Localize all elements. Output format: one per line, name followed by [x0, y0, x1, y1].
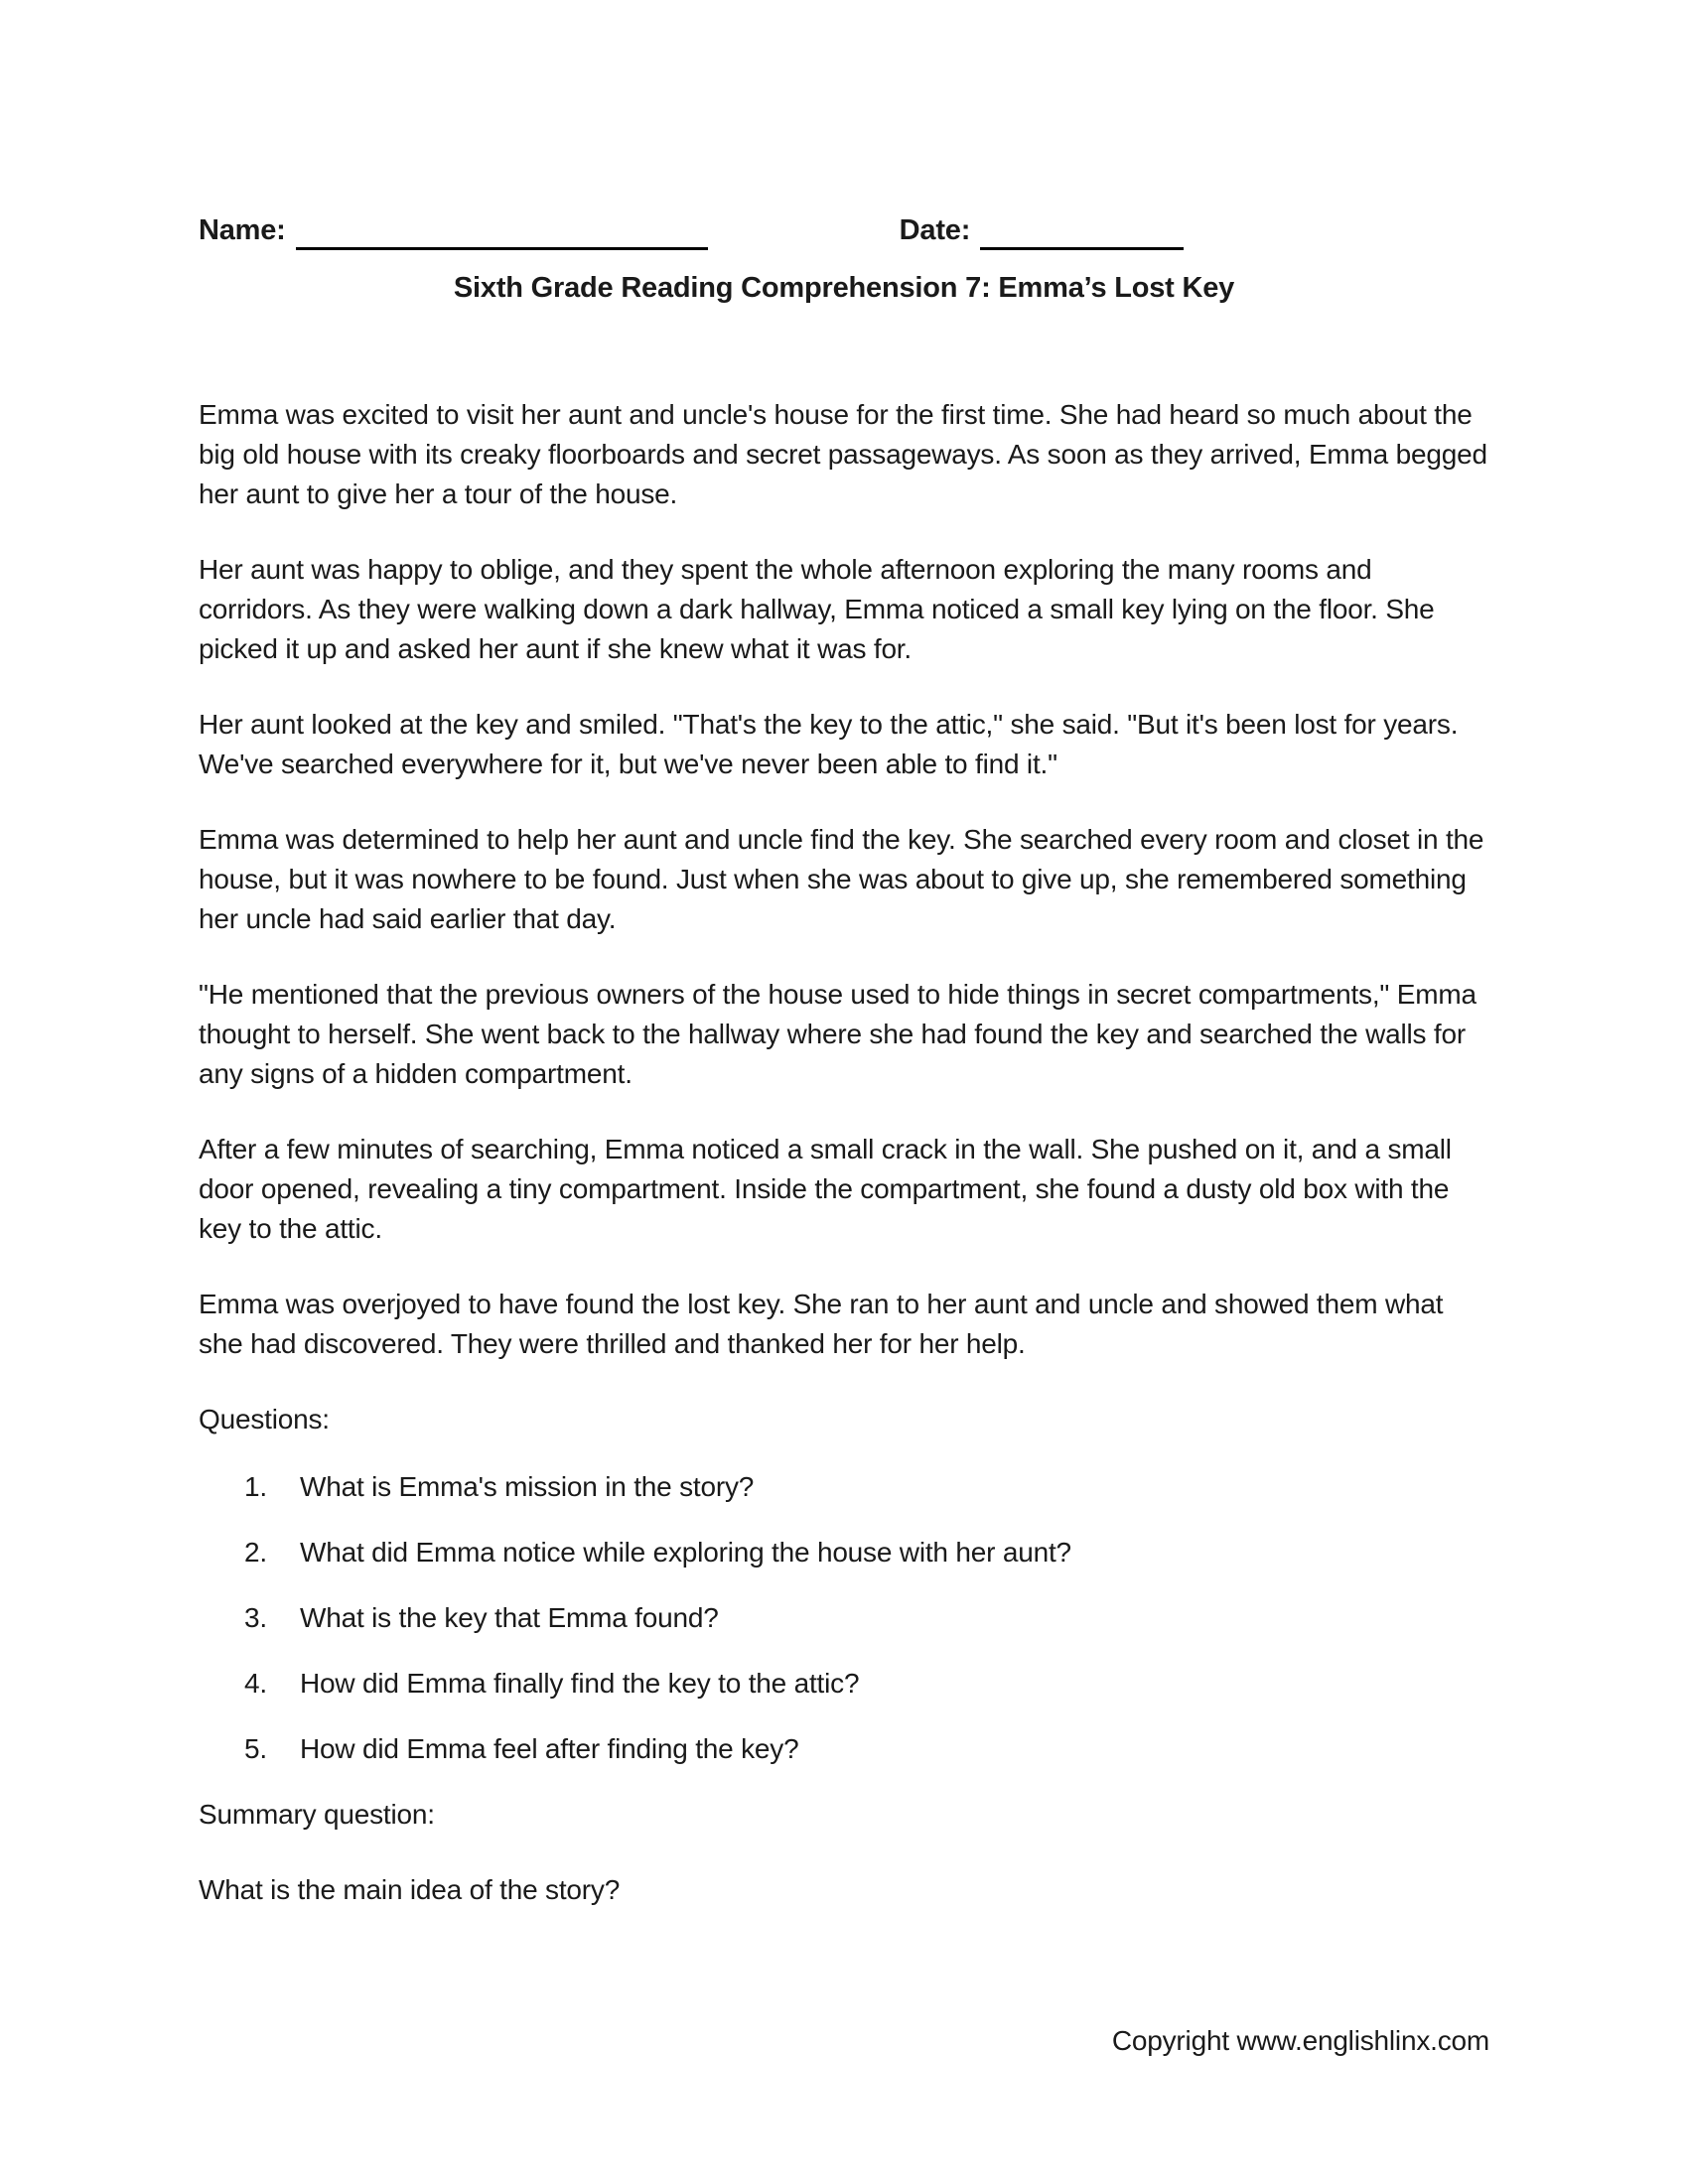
question-text: How did Emma finally find the key to the attic?	[300, 1668, 860, 1699]
name-label: Name:	[199, 214, 286, 246]
question-item	[199, 1598, 1489, 1638]
question-number: 3.	[244, 1602, 267, 1633]
story-body	[199, 395, 1489, 1364]
summary-heading: Summary question:	[199, 1799, 435, 1830]
question-list	[199, 1467, 1489, 1769]
question-number: 2.	[244, 1537, 267, 1568]
story-paragraph: After a few minutes of searching, Emma noticed a small crack in the wall. She pushed on it, and a small door opened, revealing a tiny compartment. Inside the compartment, she found a dusty old box with the key to the attic.	[199, 1134, 1452, 1244]
question-item	[199, 1533, 1489, 1572]
copyright-notice: Copyright www.englishlinx.com	[1111, 2025, 1489, 2056]
question-item	[199, 1729, 1489, 1769]
name-field-group	[199, 210, 708, 250]
summary-question: What is the main idea of the story?	[199, 1874, 621, 1905]
story-paragraph: Emma was overjoyed to have found the lost key. She ran to her aunt and uncle and showed them what she had discovered. They were thrilled and thanked her for her help.	[199, 1289, 1444, 1359]
name-blank[interactable]	[296, 216, 708, 250]
story-paragraph: Her aunt looked at the key and smiled. "That's the key to the attic," she said. "But it's been lost for years. We've searched everywhere for it, but we've never been able to find it."	[199, 709, 1459, 779]
story-paragraph: Emma was excited to visit her aunt and uncle's house for the first time. She had heard so much about the big old house with its creaky floorboards and secret passageways. As soon as they arrived, Emma begged her aunt to give her a tour of the house.	[199, 399, 1487, 509]
questions-heading: Questions:	[199, 1404, 330, 1434]
question-text: What is Emma's mission in the story?	[300, 1471, 755, 1502]
page-title: Sixth Grade Reading Comprehension 7: Emma’s Lost Key	[453, 272, 1235, 304]
date-blank[interactable]	[980, 216, 1184, 250]
header-row	[199, 210, 1489, 250]
question-text: What is the key that Emma found?	[300, 1602, 719, 1633]
question-item	[199, 1467, 1489, 1507]
question-number: 4.	[244, 1668, 267, 1699]
story-paragraph: Her aunt was happy to oblige, and they spent the whole afternoon exploring the many rooms and corridors. As they were walking down a dark hallway, Emma noticed a small key lying on the floor. She picked it up and asked her aunt if she knew what it was for.	[199, 554, 1435, 664]
question-item	[199, 1664, 1489, 1704]
story-paragraph: Emma was determined to help her aunt and uncle find the key. She searched every room and closet in the house, but it was nowhere to be found. Just when she was about to give up, she remembered something her uncle had said earlier that day.	[199, 824, 1484, 934]
question-number: 1.	[244, 1471, 267, 1502]
date-label: Date:	[899, 214, 971, 246]
question-number: 5.	[244, 1733, 267, 1764]
story-paragraph: "He mentioned that the previous owners of the house used to hide things in secret compartments," Emma thought to herself. She went back to the hallway where she had found the key and searched the walls for any signs of a hidden compartment.	[199, 979, 1477, 1089]
question-text: How did Emma feel after finding the key?	[300, 1733, 799, 1764]
date-field-group	[900, 210, 1185, 250]
question-text: What did Emma notice while exploring the house with her aunt?	[300, 1537, 1071, 1568]
